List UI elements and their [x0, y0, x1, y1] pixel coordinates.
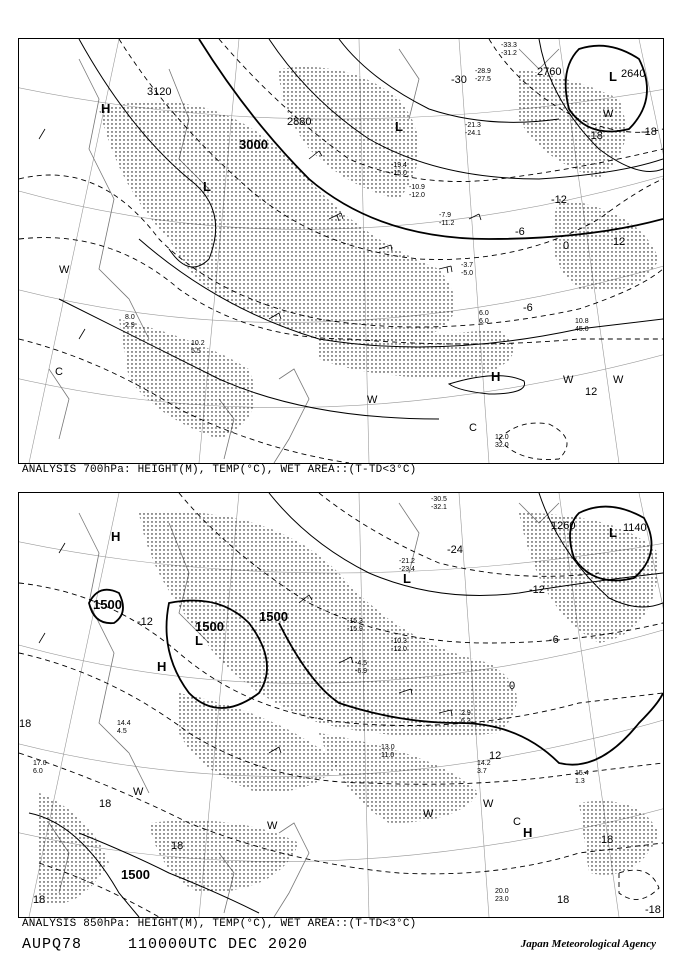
map-850hpa	[19, 493, 663, 917]
low-center-marker: L	[195, 633, 203, 648]
height-label: 3120	[147, 86, 172, 98]
station-plot	[575, 318, 589, 333]
station-temp: -28.9	[475, 68, 491, 75]
warm-center-marker: W	[563, 374, 574, 386]
isotherm-label: -12	[551, 194, 567, 206]
map-700hpa	[19, 39, 663, 463]
station-temp: -30.5	[431, 496, 447, 503]
station-temp: -19.4	[391, 162, 407, 169]
warm-center-marker: W	[423, 808, 434, 820]
height-label: 2640	[621, 68, 646, 80]
warm-center-marker: W	[603, 108, 614, 120]
height-label: 1260	[551, 520, 576, 532]
isotherm-label: -30	[451, 74, 467, 86]
wet-areas	[39, 512, 659, 905]
warm-center-marker: W	[267, 820, 278, 832]
agency-name: Japan Meteorological Agency	[520, 938, 656, 950]
low-center-marker: L	[609, 69, 617, 84]
isotherm-label: 12	[585, 386, 598, 398]
height-label: 1140	[623, 522, 647, 534]
chart-code: AUPQ78	[22, 936, 83, 953]
cold-center-marker: C	[513, 816, 521, 828]
station-temp: 10.8	[575, 318, 589, 325]
isotherm-label: 18	[19, 718, 32, 730]
station-temp: 8.0	[125, 314, 135, 321]
station-dewpoint-depression: 5.5	[191, 348, 201, 355]
station-plot	[117, 720, 131, 735]
station-temp: -10.9	[409, 184, 425, 191]
station-temp: -33.3	[501, 42, 517, 49]
station-dewpoint-depression: -32.1	[431, 504, 447, 511]
isotherm-label: -6	[515, 226, 525, 238]
isotherm-label: 12	[489, 750, 502, 762]
warm-center-marker: W	[483, 798, 494, 810]
height-label: 1500	[121, 867, 150, 882]
cold-center-marker: C	[469, 422, 477, 434]
station-temp: 6.0	[479, 310, 489, 317]
station-dewpoint-depression: 3.7	[477, 768, 487, 775]
station-temp: 20.0	[495, 888, 509, 895]
station-plot	[575, 770, 589, 785]
station-plot	[465, 122, 481, 137]
isotherm-label: -18	[645, 904, 661, 916]
station-dewpoint-depression: 2.9	[125, 322, 135, 329]
station-plot	[33, 760, 47, 775]
warm-center-marker: W	[367, 394, 378, 406]
station-temp: -4.5	[355, 660, 368, 667]
station-dewpoint-depression: 23.0	[495, 896, 509, 903]
height-label: 2760	[537, 66, 562, 78]
station-dewpoint-depression: -15.9	[347, 626, 363, 633]
chart-panel-850hpa	[18, 492, 664, 918]
isotherm-label: -6	[549, 634, 559, 646]
isotherm-label: -18	[641, 126, 657, 138]
isotherm-label: -24	[447, 544, 463, 556]
station-dewpoint-depression: 6.3	[461, 718, 471, 725]
height-label: 1500	[195, 619, 224, 634]
station-dewpoint-depression: -12.0	[409, 192, 425, 199]
station-plot	[431, 496, 447, 511]
low-center-marker: L	[395, 119, 403, 134]
station-temp: 14.2	[477, 760, 491, 767]
high-center-marker: H	[523, 825, 533, 840]
height-label: 1500	[259, 609, 288, 624]
station-dewpoint-depression: 6.0	[479, 318, 489, 325]
station-dewpoint-depression: -12.0	[391, 646, 407, 653]
isotherm-label: 0	[509, 680, 516, 692]
station-temp: -10.3	[391, 638, 407, 645]
station-plot	[391, 638, 407, 653]
warm-center-marker: W	[59, 264, 70, 276]
height-label: 2880	[287, 116, 312, 128]
warm-center-marker: W	[613, 374, 624, 386]
station-temp: -21.3	[465, 122, 481, 129]
isotherm-label: -6	[523, 302, 533, 314]
station-plot	[399, 558, 415, 573]
station-plot	[461, 262, 473, 277]
isotherm-label: 18	[33, 894, 46, 906]
height-label: 3000	[239, 137, 268, 152]
station-plot	[381, 744, 395, 759]
station-temp: 13.0	[381, 744, 395, 751]
station-plot	[409, 184, 425, 199]
station-dewpoint-depression: -5.0	[461, 270, 474, 277]
station-dewpoint-depression: 45.0	[575, 326, 589, 333]
station-dewpoint-depression: -15.0	[391, 170, 407, 177]
station-plot	[495, 434, 509, 449]
station-plot	[125, 314, 135, 329]
station-dewpoint-depression: -6.9	[355, 668, 368, 675]
station-dewpoint-depression: 11.0	[381, 752, 395, 759]
station-temp: -15.3	[347, 618, 363, 625]
station-plot	[347, 618, 363, 633]
station-dewpoint-depression: -27.5	[475, 76, 491, 83]
station-temp: -3.7	[461, 262, 474, 269]
high-center-marker: H	[111, 529, 121, 544]
isotherm-label: 18	[99, 798, 112, 810]
station-temp: 17.0	[33, 760, 47, 767]
station-plot	[477, 760, 491, 775]
station-dewpoint-depression: 1.3	[575, 778, 585, 785]
station-plot	[439, 212, 455, 227]
isotherm-label: -12	[529, 584, 545, 596]
height-label: 1500	[93, 597, 122, 612]
station-plot	[391, 162, 407, 177]
station-temp: 12.0	[495, 434, 509, 441]
isotherm-label: 18	[171, 840, 184, 852]
station-temp: 15.4	[575, 770, 589, 777]
panel-caption-700hpa: ANALYSIS 700hPa: HEIGHT(M), TEMP(°C), WET AREA::(T-TD<3°C)	[22, 464, 417, 476]
station-temp: -7.9	[439, 212, 452, 219]
station-temp: 2.9	[461, 710, 471, 717]
station-dewpoint-depression: -31.2	[501, 50, 517, 57]
cold-center-marker: C	[55, 366, 63, 378]
station-dewpoint-depression: 4.5	[117, 728, 127, 735]
high-center-marker: H	[157, 659, 167, 674]
isotherm-label: -18	[587, 130, 603, 142]
panel-caption-850hpa: ANALYSIS 850hPa: HEIGHT(M), TEMP(°C), WET AREA::(T-TD<3°C)	[22, 918, 417, 930]
low-center-marker: L	[609, 525, 617, 540]
station-temp: -21.2	[399, 558, 415, 565]
isotherm-label: 0	[563, 240, 570, 252]
valid-time: 110000UTC DEC 2020	[128, 936, 309, 953]
isotherm-label: -12	[137, 616, 153, 628]
isotherm-label: 18	[557, 894, 570, 906]
station-plot	[495, 888, 509, 903]
station-dewpoint-depression: -11.2	[439, 220, 455, 227]
low-center-marker: L	[203, 179, 211, 194]
station-plot	[355, 660, 367, 675]
station-dewpoint-depression: -24.1	[465, 130, 481, 137]
station-dewpoint-depression: 32.0	[495, 442, 509, 449]
low-center-marker: L	[403, 571, 411, 586]
high-center-marker: H	[491, 369, 501, 384]
station-temp: 14.4	[117, 720, 131, 727]
station-plot	[461, 710, 471, 725]
isotherm-label: 18	[601, 834, 614, 846]
station-dewpoint-depression: -23.4	[399, 566, 415, 573]
high-center-marker: H	[101, 101, 111, 116]
station-plot	[475, 68, 491, 83]
station-temp: 10.2	[191, 340, 205, 347]
warm-center-marker: W	[133, 786, 144, 798]
chart-panel-700hpa	[18, 38, 664, 464]
station-plot	[479, 310, 489, 325]
station-plot	[501, 42, 517, 57]
station-dewpoint-depression: 6.0	[33, 768, 43, 775]
isotherm-label: 12	[613, 236, 626, 248]
